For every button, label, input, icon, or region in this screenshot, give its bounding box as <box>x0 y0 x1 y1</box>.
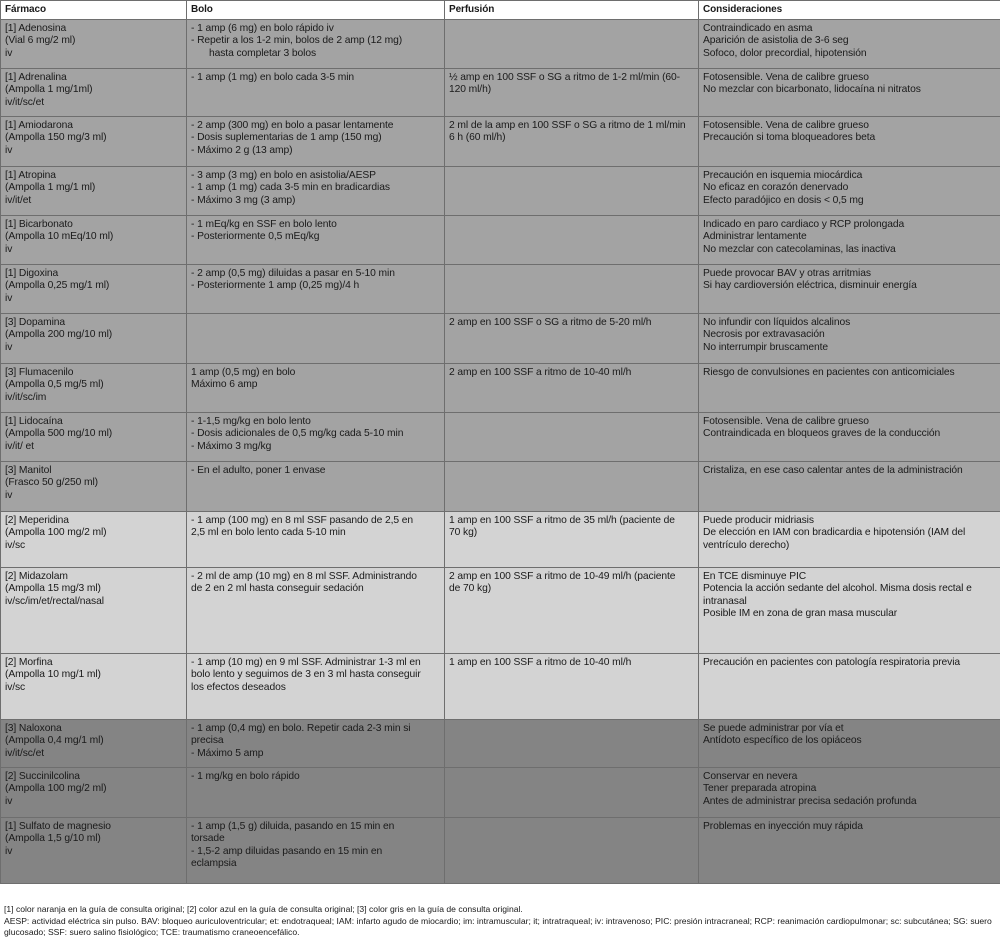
farmaco-line: (Ampolla 10 mg/1 ml) <box>5 669 101 681</box>
cell-farmaco <box>1 511 187 567</box>
bolo-line: - 1 amp (0,4 mg) en bolo. Repetir cada 2-3 min si <box>191 722 411 734</box>
consideraciones-line: Precaución en pacientes con patología respiratoria previa <box>703 656 961 668</box>
farmaco-line: iv <box>5 845 13 857</box>
farmaco-line: (Ampolla 10 mEq/10 ml) <box>5 231 114 243</box>
farmaco-line: (Ampolla 1,5 g/10 ml) <box>5 833 101 845</box>
farmaco-line: iv/it/ et <box>5 440 34 452</box>
cell-bolo <box>187 461 445 511</box>
farmaco-line: [2] Morfina <box>5 656 53 668</box>
cell-consideraciones <box>699 719 1000 767</box>
consideraciones-line: Puede provocar BAV y otras arritmias <box>703 267 871 279</box>
consideraciones-line: Precaución si toma bloqueadores beta <box>703 132 876 144</box>
farmaco-line: [1] Adenosina <box>5 22 67 34</box>
bolo-line: - Máximo 5 amp <box>191 747 264 759</box>
table-row <box>1 567 1000 653</box>
cell-consideraciones <box>699 653 1000 719</box>
table-row <box>1 412 1000 461</box>
perfusion-line: de 70 kg) <box>449 583 492 595</box>
cell-farmaco <box>1 264 187 313</box>
consideraciones-line: Fotosensible. Vena de calibre grueso <box>703 119 869 131</box>
farmaco-line: (Ampolla 100 mg/2 ml) <box>5 783 107 795</box>
bolo-line: - 1-1,5 mg/kg en bolo lento <box>191 415 311 427</box>
cell-bolo <box>187 264 445 313</box>
cell-perfusion <box>445 363 699 412</box>
consideraciones-line: Necrosis por extravasación <box>703 329 825 341</box>
table-row <box>1 68 1000 116</box>
farmaco-line: [1] Lidocaína <box>5 415 63 427</box>
consideraciones-line: Puede producir midriasis <box>703 514 814 526</box>
farmaco-line: [3] Manitol <box>5 464 52 476</box>
cell-farmaco <box>1 719 187 767</box>
cell-bolo <box>187 68 445 116</box>
bolo-line: - Máximo 3 mg/kg <box>191 440 272 452</box>
farmaco-line: (Frasco 50 g/250 ml) <box>5 477 98 489</box>
consideraciones-line: Precaución en isquemia miocárdica <box>703 169 863 181</box>
cell-consideraciones <box>699 817 1000 883</box>
table-body <box>1 19 1000 883</box>
consideraciones-line: Contraindicada en bloqueos graves de la conducción <box>703 428 941 440</box>
bolo-line: - Repetir a los 1-2 min, bolos de 2 amp (12 mg) <box>191 35 403 47</box>
cell-bolo <box>187 817 445 883</box>
perfusion-line: 1 amp en 100 SSF a ritmo de 35 ml/h (paciente de <box>449 514 675 526</box>
cell-bolo <box>187 767 445 817</box>
perfusion-line: 2 amp en 100 SSF a ritmo de 10-49 ml/h (paciente <box>449 570 676 582</box>
farmaco-line: [1] Atropina <box>5 169 56 181</box>
footnote-abbreviations: AESP: actividad eléctrica sin pulso. BAV: bloqueo auriculoventricular; et: endotraqueal; IAM: infarto agudo de miocardio; im: intramuscular; it; intratraqueal; iv: intravenoso; PIC: presión intracraneal; RCP: reanimación cardiopulmonar; sc: subcutánea; SG: suero glucosado; SSF: suero salino fisiológico; TCE: traumatismo craneoencefálico. <box>4 915 992 937</box>
farmaco-line: iv <box>5 341 13 353</box>
consideraciones-line: Conservar en nevera <box>703 770 798 782</box>
bolo-line: - 1 mg/kg en bolo rápido <box>191 770 300 782</box>
cell-bolo <box>187 363 445 412</box>
cell-farmaco <box>1 767 187 817</box>
table-row <box>1 719 1000 767</box>
farmaco-line: [1] Bicarbonato <box>5 218 73 230</box>
cell-perfusion <box>445 567 699 653</box>
table-row <box>1 19 1000 68</box>
cell-perfusion <box>445 511 699 567</box>
consideraciones-line: No infundir con líquidos alcalinos <box>703 316 851 328</box>
perfusion-line: 2 amp en 100 SSF o SG a ritmo de 5-20 ml/h <box>449 316 652 328</box>
bolo-line: - 2 amp (0,5 mg) diluidas a pasar en 5-10 min <box>191 267 395 279</box>
cell-perfusion <box>445 215 699 264</box>
consideraciones-line: Se puede administrar por vía et <box>703 722 844 734</box>
table-row <box>1 767 1000 817</box>
consideraciones-line: intranasal <box>703 595 747 607</box>
cell-farmaco <box>1 68 187 116</box>
cell-consideraciones <box>699 116 1000 166</box>
table-row <box>1 215 1000 264</box>
consideraciones-line: No mezclar con catecolaminas, las inactiva <box>703 243 896 255</box>
table-row <box>1 264 1000 313</box>
farmaco-line: (Ampolla 1 mg/1 ml) <box>5 182 96 194</box>
perfusion-line: 2 amp en 100 SSF a ritmo de 10-40 ml/h <box>449 366 632 378</box>
cell-farmaco <box>1 567 187 653</box>
cell-perfusion <box>445 68 699 116</box>
cell-bolo <box>187 313 445 363</box>
cell-perfusion <box>445 653 699 719</box>
farmaco-line: iv <box>5 47 13 59</box>
cell-consideraciones <box>699 767 1000 817</box>
farmaco-line: iv <box>5 243 13 255</box>
farmaco-line: iv/it/et <box>5 194 32 206</box>
farmaco-line: [1] Adrenalina <box>5 71 67 83</box>
farmaco-line: (Ampolla 150 mg/3 ml) <box>5 132 107 144</box>
table-row <box>1 461 1000 511</box>
farmaco-line: (Ampolla 15 mg/3 ml) <box>5 583 101 595</box>
bolo-line: bolo lento y seguimos de 3 en 3 ml hasta conseguir <box>191 669 421 681</box>
bolo-line: eclampsia <box>191 858 237 870</box>
bolo-line: - Máximo 3 mg (3 amp) <box>191 194 296 206</box>
table-header <box>1 1 1000 20</box>
consideraciones-line: Aparición de asistolia de 3-6 seg <box>703 35 849 47</box>
bolo-line: - 1 amp (10 mg) en 9 ml SSF. Administrar 1-3 ml en <box>191 656 421 668</box>
consideraciones-line: ventrículo derecho) <box>703 539 790 551</box>
cell-farmaco <box>1 19 187 68</box>
cell-consideraciones <box>699 166 1000 215</box>
cell-consideraciones <box>699 567 1000 653</box>
farmaco-line: (Vial 6 mg/2 ml) <box>5 35 76 47</box>
consideraciones-line: Administrar lentamente <box>703 231 807 243</box>
consideraciones-line: Antes de administrar precisa sedación profunda <box>703 795 917 807</box>
cell-perfusion <box>445 264 699 313</box>
cell-bolo <box>187 166 445 215</box>
farmaco-line: (Ampolla 0,4 mg/1 ml) <box>5 735 104 747</box>
header-bolo: Bolo <box>187 1 445 20</box>
consideraciones-line: Problemas en inyección muy rápida <box>703 820 863 832</box>
footnote-colors: [1] color naranja en la guía de consulta original; [2] color azul en la guía de consulta original; [3] color gris en la guía de consulta original. <box>4 904 523 914</box>
header-farmaco: Fármaco <box>1 1 187 20</box>
bolo-line: - 2 ml de amp (10 mg) en 8 ml SSF. Administrando <box>191 570 417 582</box>
consideraciones-line: Sofoco, dolor precordial, hipotensión <box>703 47 867 59</box>
table-row <box>1 166 1000 215</box>
cell-farmaco <box>1 412 187 461</box>
cell-perfusion <box>445 767 699 817</box>
cell-perfusion <box>445 166 699 215</box>
cell-bolo <box>187 215 445 264</box>
bolo-line: - Máximo 2 g (13 amp) <box>191 144 293 156</box>
consideraciones-line: No interrumpir bruscamente <box>703 341 829 353</box>
cell-perfusion <box>445 19 699 68</box>
table-row <box>1 313 1000 363</box>
bolo-line: - 1 amp (100 mg) en 8 ml SSF pasando de 2,5 en <box>191 514 414 526</box>
cell-farmaco <box>1 461 187 511</box>
bolo-line: - Dosis suplementarias de 1 amp (150 mg) <box>191 132 382 144</box>
cell-farmaco <box>1 313 187 363</box>
cell-consideraciones <box>699 511 1000 567</box>
farmaco-line: iv <box>5 795 13 807</box>
perfusion-line: 6 h (60 ml/h) <box>449 132 506 144</box>
farmaco-line: [3] Flumacenilo <box>5 366 74 378</box>
consideraciones-line: Posible IM en zona de gran masa muscular <box>703 608 898 620</box>
cell-consideraciones <box>699 215 1000 264</box>
table-row <box>1 511 1000 567</box>
cell-perfusion <box>445 817 699 883</box>
farmaco-line: [1] Amiodarona <box>5 119 73 131</box>
cell-perfusion <box>445 116 699 166</box>
consideraciones-line: Riesgo de convulsiones en pacientes con anticomiciales <box>703 366 955 378</box>
cell-consideraciones <box>699 461 1000 511</box>
consideraciones-line: Cristaliza, en ese caso calentar antes de la administración <box>703 464 963 476</box>
cell-bolo <box>187 511 445 567</box>
farmaco-line: [3] Dopamina <box>5 316 66 328</box>
farmaco-line: [2] Succinilcolina <box>5 770 80 782</box>
farmaco-line: (Ampolla 0,5 mg/5 ml) <box>5 379 104 391</box>
cell-farmaco <box>1 817 187 883</box>
cell-bolo <box>187 567 445 653</box>
bolo-line: los efectos deseados <box>191 681 286 693</box>
consideraciones-line: Fotosensible. Vena de calibre grueso <box>703 71 869 83</box>
perfusion-line: ½ amp en 100 SSF o SG a ritmo de 1-2 ml/min (60- <box>449 71 680 83</box>
farmaco-line: (Ampolla 0,25 mg/1 ml) <box>5 280 110 292</box>
bolo-line: - 1 amp (1 mg) en bolo cada 3-5 min <box>191 71 355 83</box>
farmaco-line: iv/sc <box>5 539 26 551</box>
cell-bolo <box>187 116 445 166</box>
cell-consideraciones <box>699 264 1000 313</box>
farmaco-line: (Ampolla 100 mg/2 ml) <box>5 527 107 539</box>
header-consideraciones: Consideraciones <box>699 1 1000 20</box>
cell-farmaco <box>1 363 187 412</box>
bolo-line: de 2 en 2 ml hasta conseguir sedación <box>191 583 364 595</box>
consideraciones-line: Indicado en paro cardiaco y RCP prolongada <box>703 218 905 230</box>
bolo-line: - 1 amp (1,5 g) diluida, pasando en 15 min en <box>191 820 395 832</box>
farmaco-line: iv/sc <box>5 681 26 693</box>
farmaco-line: iv/it/sc/et <box>5 747 44 759</box>
table-row <box>1 116 1000 166</box>
farmaco-line: iv/it/sc/im <box>5 391 47 403</box>
bolo-line: precisa <box>191 735 224 747</box>
bolo-line: hasta completar 3 bolos <box>209 47 317 59</box>
consideraciones-line: De elección en IAM con bradicardia e hipotensión (IAM del <box>703 527 966 539</box>
cell-bolo <box>187 719 445 767</box>
bolo-line: - Posteriormente 0,5 mEq/kg <box>191 231 320 243</box>
farmaco-line: iv/it/sc/et <box>5 96 44 108</box>
perfusion-line: 1 amp en 100 SSF a ritmo de 10-40 ml/h <box>449 656 632 668</box>
bolo-line: torsade <box>191 833 225 845</box>
cell-consideraciones <box>699 412 1000 461</box>
cell-perfusion <box>445 412 699 461</box>
bolo-line: - Dosis adicionales de 0,5 mg/kg cada 5-10 min <box>191 428 404 440</box>
table-row <box>1 363 1000 412</box>
cell-farmaco <box>1 653 187 719</box>
farmaco-line: [2] Midazolam <box>5 570 68 582</box>
bolo-line: Máximo 6 amp <box>191 379 258 391</box>
cell-bolo <box>187 653 445 719</box>
bolo-line: 2,5 ml en bolo lento cada 5-10 min <box>191 527 346 539</box>
cell-consideraciones <box>699 313 1000 363</box>
farmaco-line: [3] Naloxona <box>5 722 62 734</box>
farmaco-line: iv <box>5 489 13 501</box>
bolo-line: 1 amp (0,5 mg) en bolo <box>191 366 296 378</box>
consideraciones-line: Efecto paradójico en dosis < 0,5 mg <box>703 194 864 206</box>
consideraciones-line: Tener preparada atropina <box>703 783 817 795</box>
perfusion-line: 120 ml/h) <box>449 84 492 96</box>
consideraciones-line: Antídoto específico de los opiáceos <box>703 735 862 747</box>
consideraciones-line: En TCE disminuye PIC <box>703 570 807 582</box>
table-row <box>1 817 1000 883</box>
farmaco-line: iv <box>5 144 13 156</box>
farmaco-line: (Ampolla 200 mg/10 ml) <box>5 329 113 341</box>
farmaco-line: [1] Sulfato de magnesio <box>5 820 111 832</box>
farmaco-line: [2] Meperidina <box>5 514 69 526</box>
bolo-line: - 1,5-2 amp diluidas pasando en 15 min en <box>191 845 383 857</box>
table-row <box>1 653 1000 719</box>
bolo-line: - 2 amp (300 mg) en bolo a pasar lentamente <box>191 119 394 131</box>
perfusion-line: 2 ml de la amp en 100 SSF o SG a ritmo de 1 ml/min <box>449 119 686 131</box>
cell-bolo <box>187 412 445 461</box>
cell-perfusion <box>445 719 699 767</box>
bolo-line: - 3 amp (3 mg) en bolo en asistolia/AESP <box>191 169 376 181</box>
bolo-line: - Posteriormente 1 amp (0,25 mg)/4 h <box>191 280 360 292</box>
cell-farmaco <box>1 166 187 215</box>
header-perfusion: Perfusión <box>445 1 699 20</box>
consideraciones-line: No eficaz en corazón denervado <box>703 182 849 194</box>
bolo-line: - 1 amp (6 mg) en bolo rápido iv <box>191 22 334 34</box>
cell-farmaco <box>1 215 187 264</box>
farmaco-line: [1] Digoxina <box>5 267 59 279</box>
bolo-line: - 1 amp (1 mg) cada 3-5 min en bradicardias <box>191 182 390 194</box>
cell-consideraciones <box>699 363 1000 412</box>
farmaco-line: iv <box>5 292 13 304</box>
bolo-line: - 1 mEq/kg en SSF en bolo lento <box>191 218 337 230</box>
footnotes <box>4 904 998 939</box>
consideraciones-line: Potencia la acción sedante del alcohol. Misma dosis rectal e <box>703 583 972 595</box>
farmaco-line: (Ampolla 500 mg/10 ml) <box>5 428 113 440</box>
farmaco-line: (Ampolla 1 mg/1ml) <box>5 84 93 96</box>
bolo-line: - En el adulto, poner 1 envase <box>191 464 326 476</box>
cell-consideraciones <box>699 68 1000 116</box>
consideraciones-line: Contraindicado en asma <box>703 22 813 34</box>
cell-bolo <box>187 19 445 68</box>
consideraciones-line: No mezclar con bicarbonato, lidocaína ni nitratos <box>703 84 921 96</box>
cell-perfusion <box>445 313 699 363</box>
consideraciones-line: Fotosensible. Vena de calibre grueso <box>703 415 869 427</box>
perfusion-line: 70 kg) <box>449 527 478 539</box>
consideraciones-line: Si hay cardioversión eléctrica, disminuir energía <box>703 280 917 292</box>
cell-perfusion <box>445 461 699 511</box>
cell-farmaco <box>1 116 187 166</box>
cell-consideraciones <box>699 19 1000 68</box>
farmaco-line: iv/sc/im/et/rectal/nasal <box>5 595 104 607</box>
